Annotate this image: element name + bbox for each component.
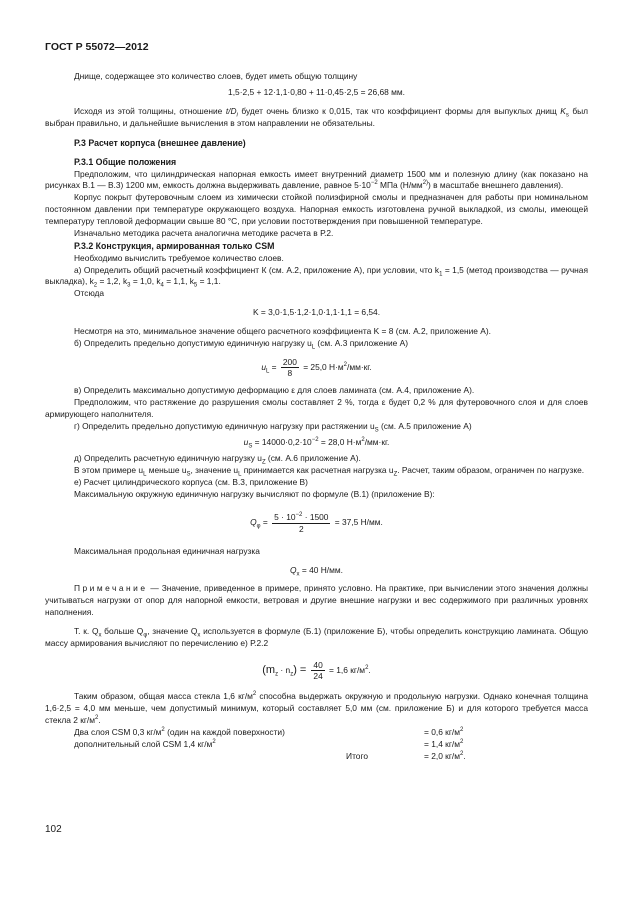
paragraph-example: В этом примере $u_L$ меньше $u_S$, значение $u_L$ принимается как расчетная нагрузка $u_Z$. Расчет, таким образом, ограничен по нагрузке. — [74, 464, 585, 478]
paragraph-e: е) Расчет цилиндрического корпуса (см. В.3, приложение В) — [74, 476, 308, 487]
paragraph-b: б) Определить предельно допустимую единичную нагрузку $u_L$ (см. А.3 приложение А) — [74, 338, 409, 351]
paragraph-g: г) Определить предельно допустимую единичную нагрузку при растяжении $u_S$ (см. А.5 приложение А) — [74, 420, 472, 434]
paragraph-hoop: Максимальную окружную единичную нагрузку вычисляют по формуле (В.1) (приложение В): — [74, 488, 435, 499]
note: Примечание — Значение, приведенное в примере, принято условно. На практике, при вычислении этого значения должны учитываться нагрузки от опор для напорной емкости, ветровая и другие внешние нагрузки и вес содержимого при различных уровнях наполнения. — [45, 583, 588, 618]
paragraph-hence: Отсюда — [74, 288, 105, 299]
table-row: Два слоя CSM 0,3 $кг/м^2$ (один на каждой поверхности) = 0,6 $кг/м^2$ — [74, 727, 464, 738]
page-number: 102 — [45, 824, 62, 835]
section-title-p3: Р.3 Расчет корпуса (внешнее давление) — [74, 137, 246, 148]
formula-qphi: $Q_\varphi$ = $\frac{5 \cdot 10^{-2} \cdot 1500}{2}$ = 37,5 Н/мм. — [250, 512, 383, 534]
paragraph-despite: Несмотря на это, минимальное значение общего расчетного коэффициента K = 8 (см. А.2, приложение А). — [74, 326, 491, 337]
paragraph-intro: Днище, содержащее это количество слоев, будет иметь общую толщину — [74, 70, 358, 81]
paragraph-tk: Т. к. $Q_x$ больше $Q_\varphi$, значение $Q_x$ используется в формуле (Б.1) (приложение Б), чтобы определить конструкцию ламината. Общую массу армирования вычисляют по перечислению е) Р.2.2 — [45, 626, 588, 649]
table-row: дополнительный слой CSM 1,4 $кг/м^2$ = 1,4 $кг/м^2$ — [74, 738, 464, 749]
formula-qx: $Q_x = 40$ Н/мм. — [290, 564, 343, 578]
table-row: Итого = 2,0 $кг/м^2$. — [346, 750, 466, 761]
formula-thickness: 1,5·2,5 + 12·1,1·0,80 + 11·0,45·2,5 = 26,68 мм. — [228, 86, 405, 97]
formula-mass: $(m_z \cdot n_z)$ = $\frac{40}{24}$ = 1,6 $кг/м^2$. — [262, 660, 371, 682]
paragraph-total: Таким образом, общая масса стекла 1,6 $кг/м^2$ способна выдержать окружную и продольную нагрузки. Однако конечная толщина 1,6·2,5 = 4,0 мм меньше, чем допустимый минимум, который составляет 5,0 мм (см. приложение Б) и для которого требуется масса стекла 2 $кг/м^2$. — [45, 691, 588, 726]
paragraph-a: а) Определить общий расчетный коэффициент К (см. А.2, приложение А), при условии, что $k_1 = 1,5$ (метод производства — ручная выкладка), $k_2 = 1,2$, $k_3 = 1,0$, $k_4 = 1,1$, $k_5 = 1,1$. — [45, 264, 588, 290]
paragraph-strain: Предположим, что растяжение до разрушения смолы составляет 2 %, тогда ε будет 0,2 % для футеровочного слоя и для слоев армирующего наполнителя. — [45, 397, 588, 420]
paragraph-long: Максимальная продольная единичная нагрузка — [74, 545, 260, 556]
standard-header: ГОСТ Р 55072—2012 — [45, 41, 149, 53]
paragraph-d: д) Определить расчетную единичную нагрузку $u_Z$ (см. А.6 приложение А). — [74, 452, 361, 466]
paragraph-v: в) Определить максимально допустимую деформацию ε для слоев ламината (см. А.4, приложение А). — [74, 385, 475, 396]
formula-us: $u_S = 14000\cdot 0,2\cdot 10^{-2} = 28,0$ $Н\cdot м^2/мм\cdot кг$. — [243, 436, 390, 450]
document-page — [45, 40, 588, 763]
mass-table — [74, 727, 588, 763]
paragraph-method: Изначально методика расчета аналогична методике расчета в Р.2. — [74, 228, 334, 239]
section-title-p32: Р.3.2 Конструкция, армированная только CSM — [74, 241, 275, 252]
paragraph-assume: Предположим, что цилиндрическая напорная емкость имеет внутренний диаметр 1500 мм и полезную длину (как показано на рисунках В.1 — В.3) 1200 мм, емкость должна выдерживать давление, равное $5\cdot 10^{-2}$ МПа $(Н/мм^{2)})$ в масштабе внешнего давления). — [45, 168, 588, 191]
paragraph-thickness: Исходя из этой толщины, отношение $t/D_i$ будет очень близко к 0,015, так что коэффициент формы для выпуклых днищ $K_s$ был выбран правильно, и дальнейшие вычисления в этом направлении не обязательны. — [45, 105, 589, 128]
formula-k: K = 3,0·1,5·1,2·1,0·1,1·1,1 = 6,54. — [252, 307, 381, 318]
paragraph-need: Необходимо вычислить требуемое количество слоев. — [74, 252, 284, 263]
section-title-p31: Р.3.1 Общие положения — [74, 157, 177, 168]
formula-ul: $u_L$ = $\frac{200}{8}$ = 25,0 $Н\cdot м^2/мм\cdot кг$. — [261, 357, 372, 379]
paragraph-body: Корпус покрыт футеровочным слоем из химически стойкой полиэфирной смолы и предназначен для работы при номинальном постоянном давлении при температуре окружающего воздуха. Напорная емкость изготовлена ручной выкладкой, из смолы, имеющей температуру тепловой деформации свыше 80 °С, при условии постотверждения при повышенной температуре. — [45, 192, 588, 227]
